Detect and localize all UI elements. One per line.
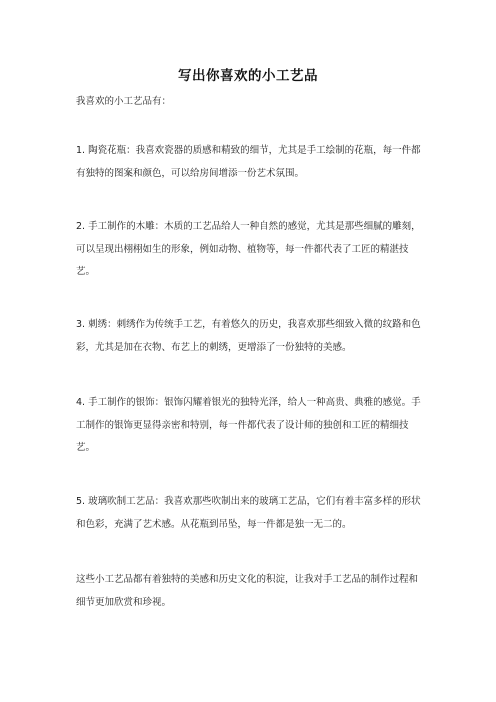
intro-line: 我喜欢的小工艺品有：: [76, 96, 172, 107]
paragraph-blown-glass: 5. 玻璃吹制工艺品：我喜欢那些吹制出来的玻璃工艺品，它们有着丰富多样的形状和色彩，充满了艺术感。从花瓶到吊坠，每一件都是独一无二的。: [76, 496, 421, 530]
paragraph-ceramic-vase: 1. 陶瓷花瓶：我喜欢瓷器的质感和精致的细节，尤其是手工绘制的花瓶，每一件都有独特的图案和颜色，可以给房间增添一份艺术氛围。: [76, 145, 421, 179]
paragraph-silver-jewelry: 4. 手工制作的银饰：银饰闪耀着银光的独特光泽，给人一种高贵、典雅的感觉。手工制作的银饰更显得亲密和特别，每一件都代表了设计师的独创和工匠的精细技艺。: [76, 397, 421, 453]
paragraph-conclusion: 这些小工艺品都有着独特的美感和历史文化的积淀，让我对手工艺品的制作过程和细节更加欣赏和珍视。: [76, 574, 419, 608]
document-title: 写出你喜欢的小工艺品: [178, 68, 318, 84]
paragraph-embroidery: 3. 刺绣：刺绣作为传统手工艺，有着悠久的历史，我喜欢那些细致入微的纹路和色彩，尤其是加在衣物、布艺上的刺绣，更增添了一份独特的美感。: [76, 319, 421, 353]
paragraph-wood-carving: 2. 手工制作的木雕：木质的工艺品给人一种自然的感觉，尤其是那些细腻的雕刻，可以呈现出栩栩如生的形象，例如动物、植物等，每一件都代表了工匠的精湛技艺。: [76, 221, 421, 277]
